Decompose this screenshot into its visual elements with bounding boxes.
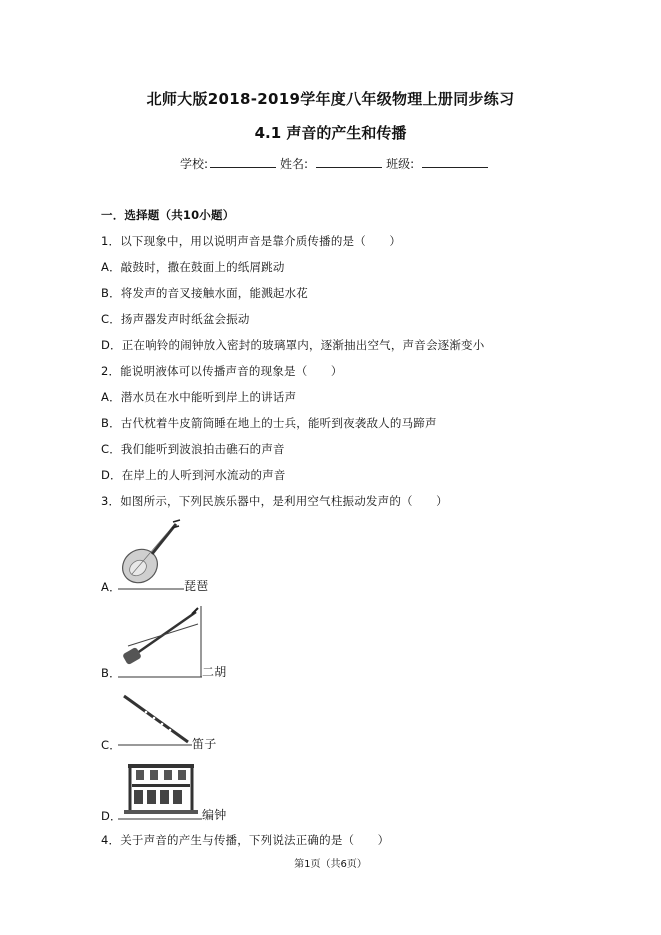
name-blank <box>316 155 382 168</box>
question-4-stem: 4．关于声音的产生与传播，下列说法正确的是（ ） <box>101 833 390 847</box>
question-3-option-a-label: 琵琶 <box>184 579 209 593</box>
name-label: 姓名: <box>280 157 309 171</box>
question-2-option-b: B．古代枕着牛皮箭筒睡在地上的士兵，能听到夜袭敌人的马蹄声 <box>101 416 437 430</box>
school-label: 学校: <box>180 157 209 171</box>
question-2-option-c: C．我们能听到波浪拍击礁石的声音 <box>101 442 285 456</box>
question-3-option-c-letter: C． <box>101 738 121 752</box>
bianzhong-icon <box>118 758 202 820</box>
class-label: 班级: <box>386 157 415 171</box>
question-3-option-a-letter: A． <box>101 580 121 594</box>
school-blank <box>210 155 276 168</box>
question-3-option-d-label: 编钟 <box>202 808 227 822</box>
dizi-icon <box>118 690 192 746</box>
question-1-option-c: C．扬声器发声时纸盆会振动 <box>101 312 250 326</box>
question-1-stem: 1．以下现象中，用以说明声音是靠介质传播的是（ ） <box>101 234 402 248</box>
class-blank <box>422 155 488 168</box>
erhu-icon <box>118 606 202 678</box>
question-3-option-c-label: 笛子 <box>192 737 217 751</box>
question-3-stem: 3．如图所示，下列民族乐器中，是利用空气柱振动发声的（ ） <box>101 494 448 508</box>
question-2-stem: 2．能说明液体可以传播声音的现象是（ ） <box>101 364 343 378</box>
question-1-option-d: D．正在响铃的闹钟放入密封的玻璃罩内，逐渐抽出空气，声音会逐渐变小 <box>101 338 485 352</box>
question-1-option-b: B．将发声的音叉接触水面，能溅起水花 <box>101 286 308 300</box>
question-3-option-b-label: 二胡 <box>202 665 227 679</box>
pipa-icon <box>118 518 184 590</box>
question-2-option-a: A．潜水员在水中能听到岸上的讲话声 <box>101 390 297 404</box>
question-2-option-d: D．在岸上的人听到河水流动的声音 <box>101 468 286 482</box>
student-info-line <box>180 155 492 172</box>
question-3-option-b-letter: B． <box>101 666 121 680</box>
page-footer: 第1页（共6页） <box>294 859 367 870</box>
question-1-option-a: A．敲鼓时，撒在鼓面上的纸屑跳动 <box>101 260 285 274</box>
section-heading: 一．选择题（共10小题） <box>101 208 235 222</box>
document-title: 北师大版2018-2019学年度八年级物理上册同步练习 <box>146 90 515 108</box>
document-subtitle: 4.1 声音的产生和传播 <box>254 124 407 142</box>
question-3-option-d-letter: D． <box>101 809 122 823</box>
